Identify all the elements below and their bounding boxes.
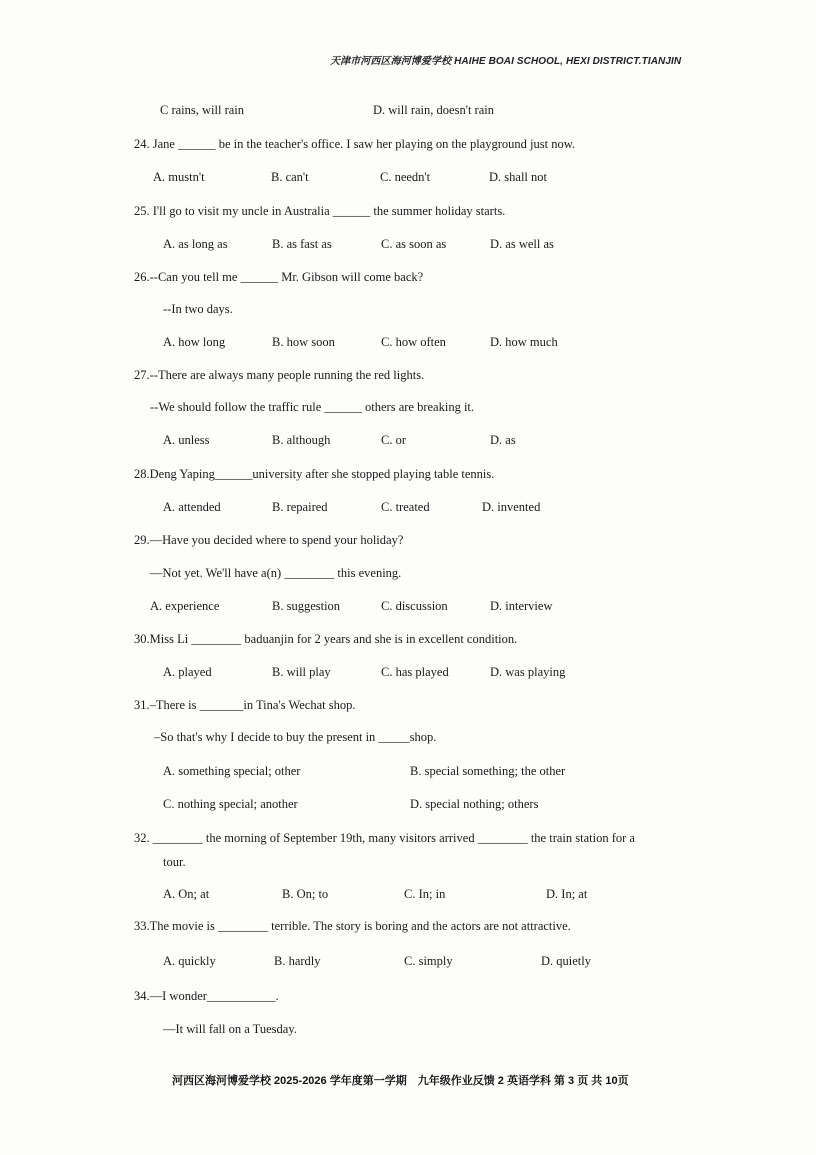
text-line: A. On; at <box>163 887 210 901</box>
text-line: 26.--Can you tell me ______ Mr. Gibson will come back? <box>134 270 424 284</box>
text-line: B. repaired <box>272 500 328 514</box>
text-line: 30.Miss Li ________ baduanjin for 2 years and she is in excellent condition. <box>134 632 518 646</box>
text-line: B. special something; the other <box>410 764 566 778</box>
text-line: 31.–There is _______in Tina's Wechat shop. <box>134 698 356 712</box>
text-line: D. quietly <box>541 954 591 968</box>
text-line: 34.—I wonder___________. <box>134 989 279 1003</box>
text-line: 25. I'll go to visit my uncle in Australia ______ the summer holiday starts. <box>134 204 506 218</box>
text-line: D. special nothing; others <box>410 797 539 811</box>
text-line: C. needn't <box>380 170 431 184</box>
text-line: D. In; at <box>546 887 588 901</box>
text-line: --In two days. <box>163 302 233 316</box>
text-line: C. In; in <box>404 887 446 901</box>
text-line: D. as <box>490 433 516 447</box>
text-line: 32. ________ the morning of September 19th, many visitors arrived ________ the train station for a <box>134 831 635 845</box>
school-header: 天津市河西区海河博爱学校 HAIHE BOAI SCHOOL, HEXI DISTRICT.TIANJIN <box>330 56 682 67</box>
text-line: —Not yet. We'll have a(n) ________ this evening. <box>150 566 402 580</box>
text-line: C. has played <box>381 665 449 679</box>
text-line: C. or <box>381 433 406 447</box>
text-line: A. attended <box>163 500 221 514</box>
text-line: B. hardly <box>274 954 321 968</box>
page-footer: 河西区海河博爱学校 2025-2026 学年度第一学期 九年级作业反馈 2 英语学科 第 3 页 共 10页 <box>172 1075 629 1087</box>
text-line: A. how long <box>163 335 226 349</box>
text-line: A. something special; other <box>163 764 301 778</box>
text-line: B. suggestion <box>272 599 341 613</box>
text-line: --We should follow the traffic rule ______ others are breaking it. <box>150 400 475 414</box>
text-line: A. experience <box>150 599 220 613</box>
text-line: D. how much <box>490 335 558 349</box>
text-line: C. nothing special; another <box>163 797 298 811</box>
text-line: D. invented <box>482 500 541 514</box>
text-line: C. as soon as <box>381 237 447 251</box>
text-line: B. On; to <box>282 887 329 901</box>
text-line: C. discussion <box>381 599 448 613</box>
text-line: B. how soon <box>272 335 335 349</box>
text-line: D. will rain, doesn't rain <box>373 103 494 117</box>
text-line: 33.The movie is ________ terrible. The story is boring and the actors are not attractive. <box>134 919 571 933</box>
text-line: D. shall not <box>489 170 547 184</box>
text-line: D. as well as <box>490 237 554 251</box>
text-line: A. quickly <box>163 954 216 968</box>
text-line: D. was playing <box>490 665 566 679</box>
text-line: C. how often <box>381 335 446 349</box>
text-line: tour. <box>163 855 186 869</box>
text-line: D. interview <box>490 599 553 613</box>
text-line: A. played <box>163 665 212 679</box>
text-line: A. mustn't <box>153 170 205 184</box>
text-line: C. treated <box>381 500 430 514</box>
text-line: A. as long as <box>163 237 228 251</box>
text-line: 28.Deng Yaping______university after she stopped playing table tennis. <box>134 467 495 481</box>
text-line: 29.—Have you decided where to spend your holiday? <box>134 533 404 547</box>
text-line: B. can't <box>271 170 309 184</box>
text-line: B. although <box>272 433 331 447</box>
text-line: B. as fast as <box>272 237 332 251</box>
text-line: 27.--There are always many people running the red lights. <box>134 368 425 382</box>
text-line: C rains, will rain <box>160 103 245 117</box>
text-line: B. will play <box>272 665 331 679</box>
text-line: —It will fall on a Tuesday. <box>163 1022 297 1036</box>
text-line: A. unless <box>163 433 210 447</box>
text-line: –So that's why I decide to buy the present in _____shop. <box>154 730 437 744</box>
text-line: C. simply <box>404 954 453 968</box>
text-line: 24. Jane ______ be in the teacher's office. I saw her playing on the playground just now. <box>134 137 576 151</box>
